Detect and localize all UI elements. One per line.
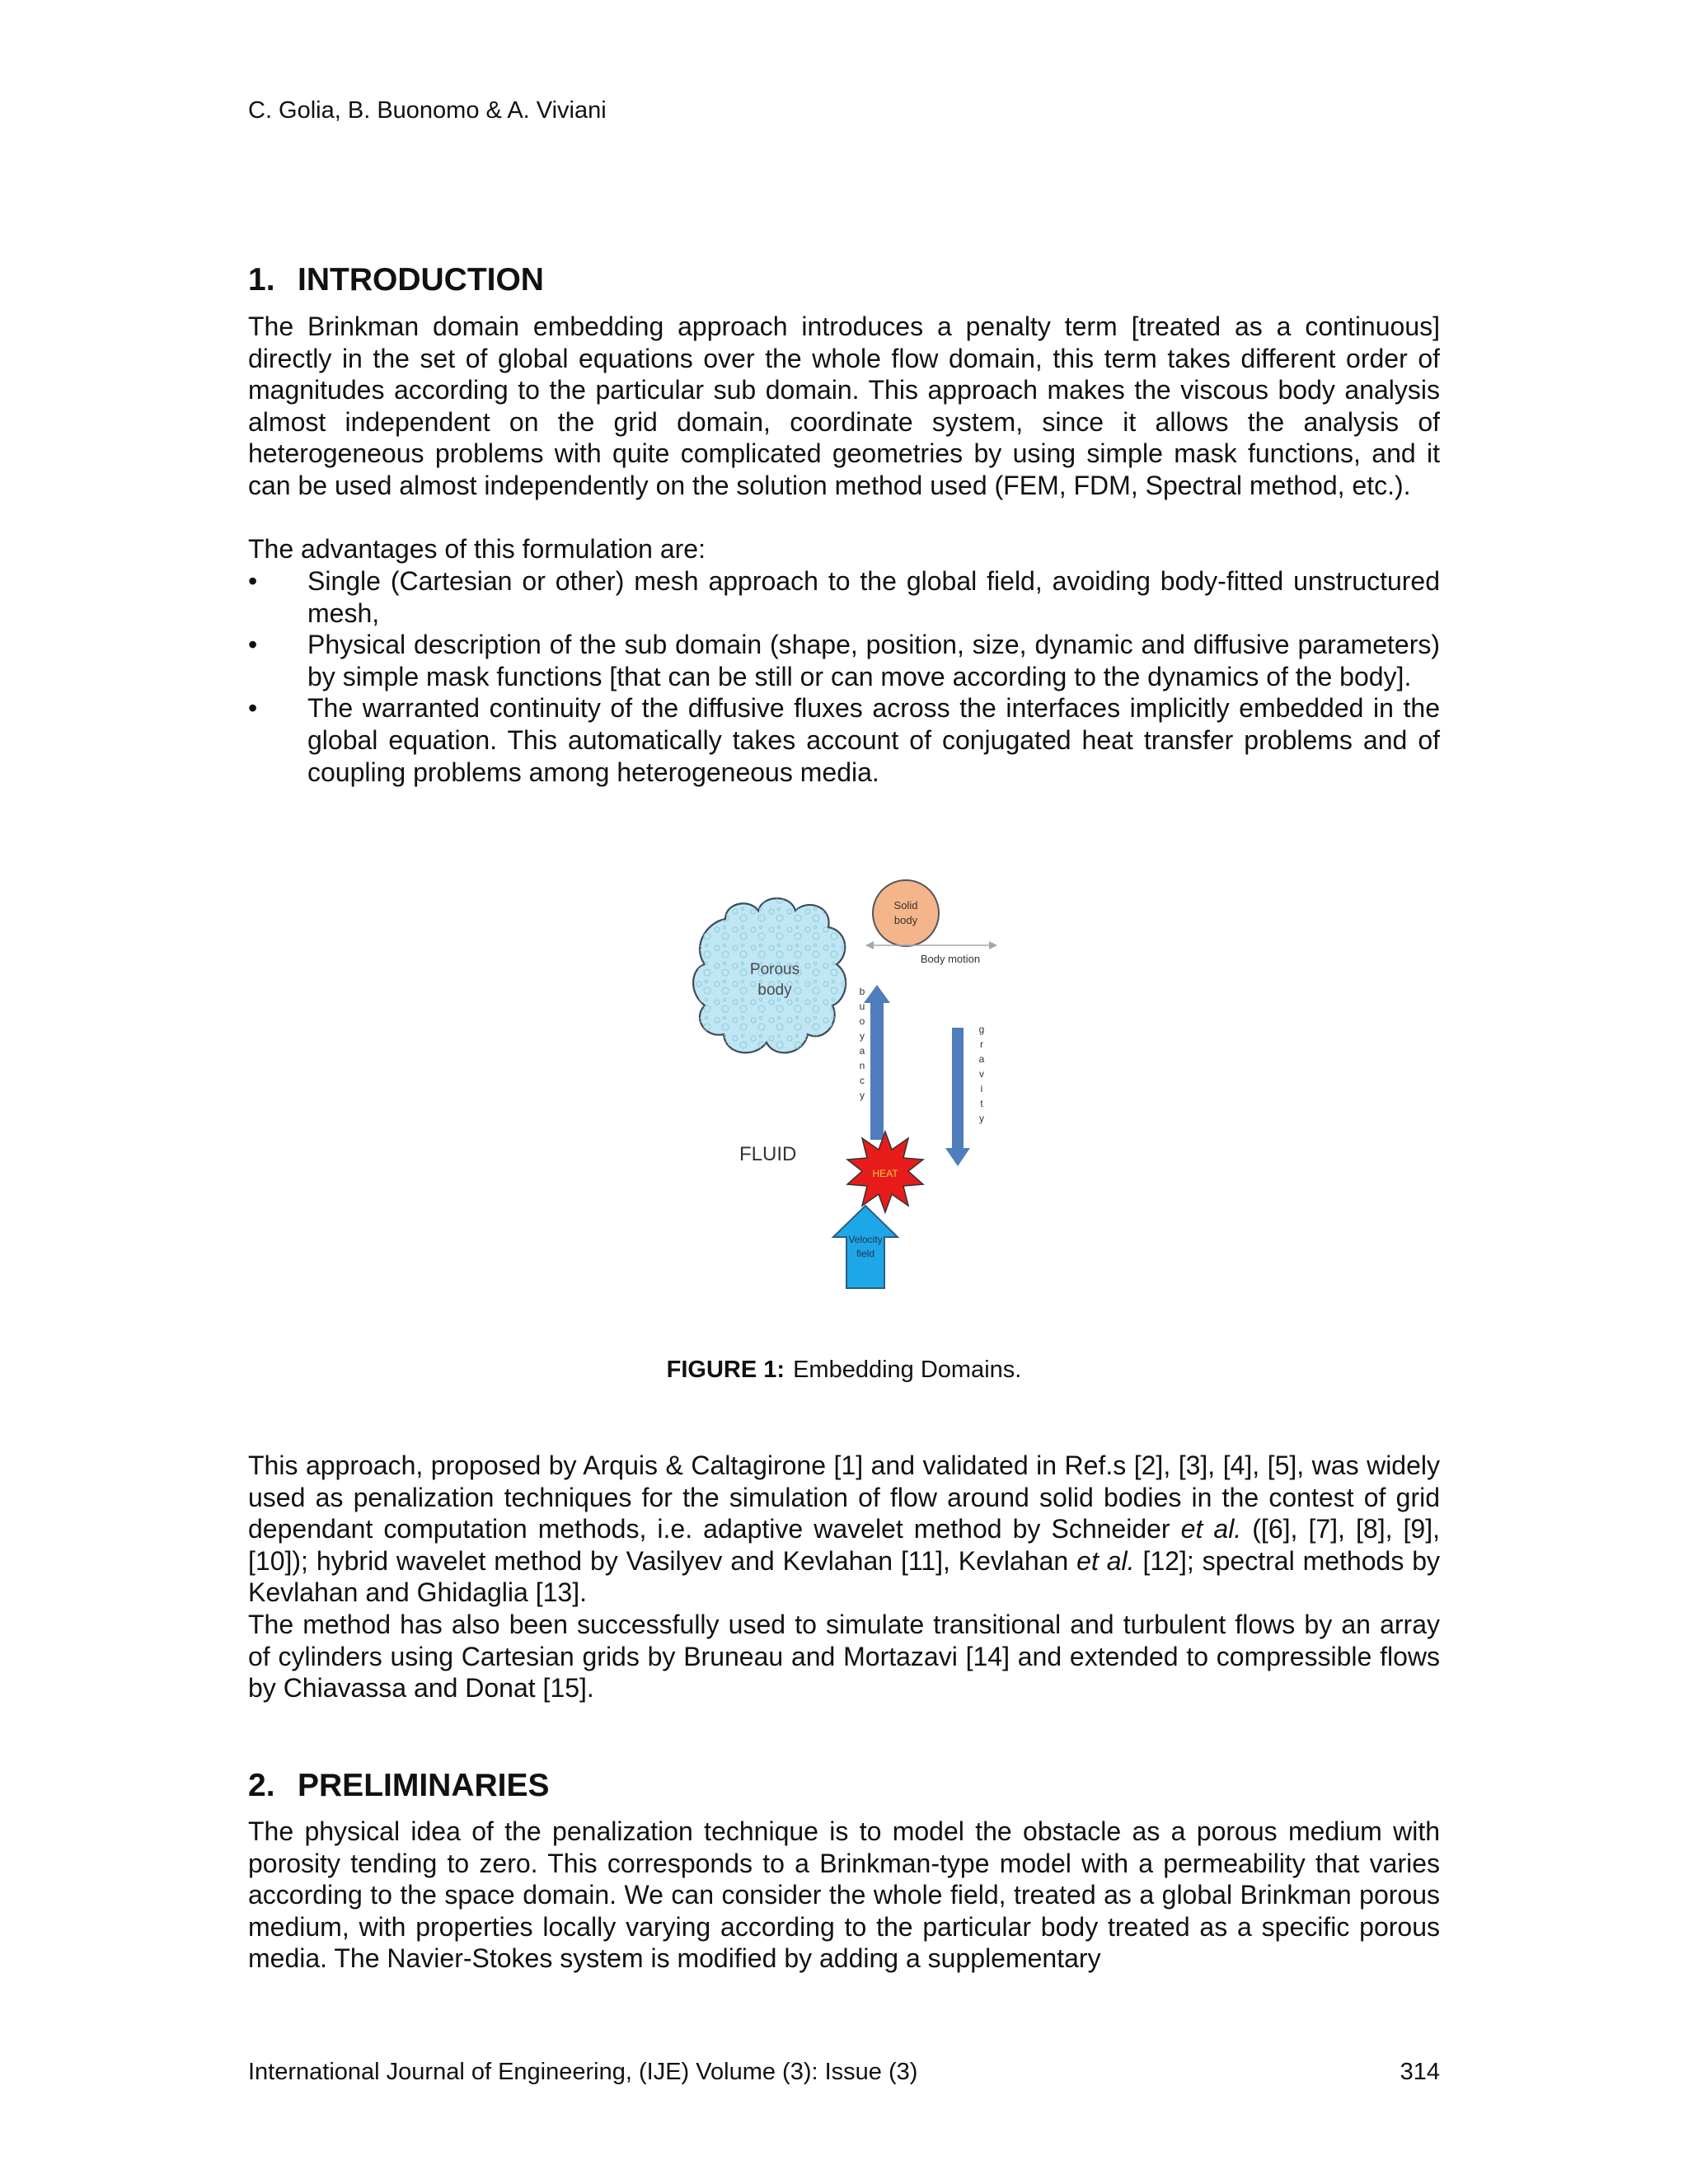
caption-text: Embedding Domains. bbox=[793, 1357, 1022, 1383]
svg-text:g: g bbox=[978, 1024, 985, 1035]
advantages-list bbox=[248, 565, 1440, 788]
svg-text:y: y bbox=[860, 1030, 865, 1042]
velocity-field-label: Velocity bbox=[848, 1234, 883, 1245]
bullet-marker: • bbox=[248, 630, 258, 660]
body-motion-arrow bbox=[865, 941, 997, 965]
figure-embedding-domains bbox=[676, 869, 1022, 1315]
svg-text:y: y bbox=[860, 1090, 865, 1101]
figure-caption bbox=[0, 1357, 1688, 1384]
running-head-authors: C. Golia, B. Buonomo & A. Viviani bbox=[248, 97, 607, 124]
buoyancy-label bbox=[860, 986, 865, 1101]
page-footer bbox=[248, 2059, 1440, 2086]
method-applications-paragraph: The method has also been successfully used to simulate transitional and turbulent flows by an array of cylinders using Cartesian grids by Bruneau and Mortazavi [14] and extended to compressible flows by Chiavassa and Donat [15]. bbox=[248, 1610, 1440, 1704]
penalization-history-paragraph: This approach, proposed by Arquis & Caltagirone [1] and validated in Ref.s [2], [3], [4], [5], was widely used as penalization techniques for the simulation of flow around solid bodies in the contest of grid dependant computation methods, i.e. adaptive wavelet method by Schneider et al. ([6], [7], [8], [9], [10]); hybrid wavelet method by Vasilyev and Kevlahan [11], Kevlahan et al. [12]; spectral methods by Kevlahan and Ghidaglia [13]. bbox=[248, 1451, 1441, 1608]
bullet-marker: • bbox=[248, 566, 258, 596]
buoyancy-arrow bbox=[864, 985, 890, 1140]
section-number: 2. bbox=[248, 1768, 275, 1803]
svg-text:y: y bbox=[979, 1113, 984, 1124]
porous-body-label: body bbox=[757, 982, 792, 999]
svg-text:a: a bbox=[978, 1053, 985, 1065]
preliminaries-paragraph: The physical idea of the penalization technique is to model the obstacle as a porous medium with porosity tending to zero. This corresponds to a Brinkman-type model with a permeability that varies according to the space domain. We can consider the whole field, treated as a global Brinkman porous medium, with properties locally varying according to the particular body treated as a specific porous media. The Navier-Stokes system is modified by adding a supplementary bbox=[248, 1816, 1440, 1974]
svg-text:c: c bbox=[860, 1075, 865, 1086]
svg-text:o: o bbox=[859, 1015, 865, 1027]
svg-text:u: u bbox=[859, 1001, 865, 1012]
fluid-label: FLUID bbox=[739, 1143, 797, 1165]
solid-body-circle bbox=[873, 880, 939, 946]
svg-text:n: n bbox=[859, 1060, 865, 1071]
section-title: INTRODUCTION bbox=[298, 262, 544, 298]
solid-body-label: body bbox=[893, 914, 918, 926]
list-item: • Single (Cartesian or other) mesh approach to the global field, avoiding body-fitted unstructured mesh, bbox=[248, 566, 1440, 628]
list-item: • Physical description of the sub domain (shape, position, size, dynamic and diffusive parameters) by simple mask functions [that can be still or can move according to the dynamics of the body]. bbox=[248, 630, 1440, 691]
list-item: • The warranted continuity of the diffusive fluxes across the interfaces implicitly embedded in the global equation. This automatically takes account of conjugated heat transfer problems and of coupling problems among heterogeneous media. bbox=[248, 693, 1440, 787]
bullet-marker: • bbox=[248, 693, 258, 724]
velocity-field-label: field bbox=[856, 1248, 875, 1259]
heat-starburst bbox=[847, 1132, 923, 1212]
body-motion-label: Body motion bbox=[920, 953, 981, 965]
page-number: 314 bbox=[1400, 2059, 1440, 2085]
svg-text:a: a bbox=[859, 1045, 865, 1057]
journal-citation: International Journal of Engineering, (IJE) Volume (3): Issue (3) bbox=[248, 2059, 918, 2085]
svg-text:v: v bbox=[979, 1068, 984, 1080]
intro-paragraph: The Brinkman domain embedding approach introduces a penalty term [treated as a continuous] directly in the set of global equations over the whole flow domain, this term takes different order of magnitudes according to the particular sub domain. This approach makes the viscous body analysis almost independent on the grid domain, coordinate system, since it allows the analysis of heterogeneous problems with quite complicated geometries by using simple mask functions, and it can be used almost independently on the solution method used (FEM, FDM, Spectral method, etc.). bbox=[248, 312, 1440, 500]
porous-body-cloud bbox=[693, 898, 846, 1052]
velocity-field-arrow bbox=[833, 1206, 898, 1288]
svg-text:b: b bbox=[859, 986, 865, 997]
section-number: 1. bbox=[248, 262, 275, 298]
section-title: PRELIMINARIES bbox=[298, 1768, 550, 1803]
svg-text:i: i bbox=[980, 1083, 983, 1094]
caption-label: FIGURE 1: bbox=[666, 1357, 785, 1383]
porous-body-label: Porous bbox=[749, 961, 800, 978]
heat-label: HEAT bbox=[872, 1168, 898, 1179]
section-heading-introduction bbox=[248, 262, 544, 298]
advantages-intro: The advantages of this formulation are: bbox=[248, 534, 706, 564]
svg-text:r: r bbox=[980, 1038, 983, 1050]
solid-body-label: Solid bbox=[893, 899, 918, 912]
gravity-arrow bbox=[945, 1028, 970, 1166]
gravity-label bbox=[979, 1024, 985, 1124]
section-heading-preliminaries bbox=[248, 1768, 550, 1804]
svg-text:t: t bbox=[980, 1098, 983, 1109]
